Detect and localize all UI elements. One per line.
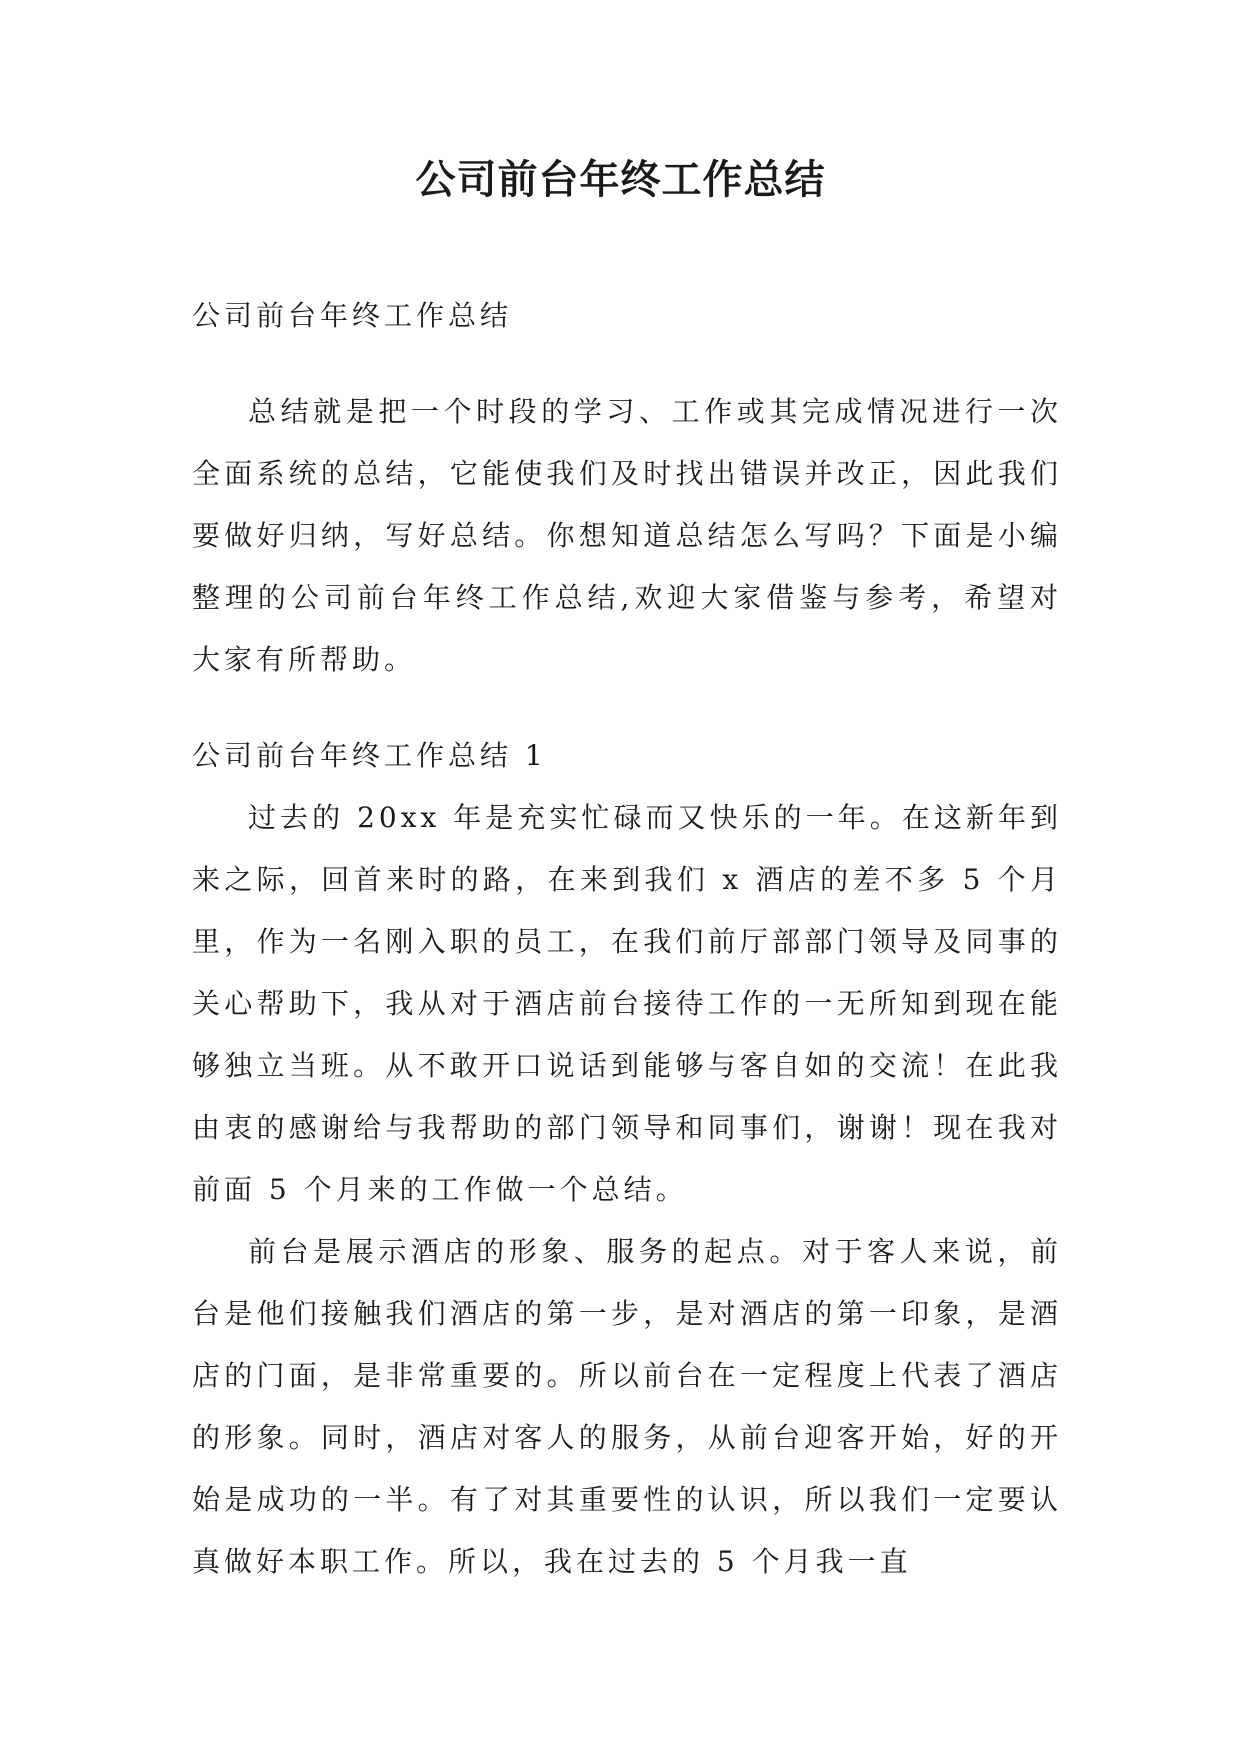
section-paragraph: 前台是展示酒店的形象、服务的起点。对于客人来说，前台是他们接触我们酒店的第一步，是对酒店的第一印象，是酒店的门面，是非常重要的。所以前台在一定程度上代表了酒店的形象。同时，酒店对客人的服务，从前台迎客开始，好的开始是成功的一半。有了对其重要性的认识，所以我们一定要认真做好本职工作。所以，我在过去的 5 个月我一直 xyxy=(192,1235,1062,1578)
document-body xyxy=(192,285,1062,1593)
section-heading: 公司前台年终工作总结 1 xyxy=(192,739,547,772)
document-subtitle: 公司前台年终工作总结 xyxy=(192,299,513,332)
document-title: 公司前台年终工作总结 xyxy=(415,156,826,203)
section-paragraph: 过去的 20xx 年是充实忙碌而又快乐的一年。在这新年到来之际，回首来时的路，在来到我们 x 酒店的差不多 5 个月里，作为一名刚入职的员工，在我们前厅部部门领导及同事的关心帮助下，我从对于酒店前台接待工作的一无所知到现在能够独立当班。从不敢开口说话到能够与客自如的交流！在此我由衷的感谢给与我帮助的部门领导和同事们，谢谢！现在我对前面 5 个月来的工作做一个总结。 xyxy=(192,801,1062,1206)
intro-paragraph: 总结就是把一个时段的学习、工作或其完成情况进行一次全面系统的总结，它能使我们及时找出错误并改正，因此我们要做好归纳，写好总结。你想知道总结怎么写吗？下面是小编整理的公司前台年终工作总结,欢迎大家借鉴与参考，希望对大家有所帮助。 xyxy=(192,395,1062,676)
